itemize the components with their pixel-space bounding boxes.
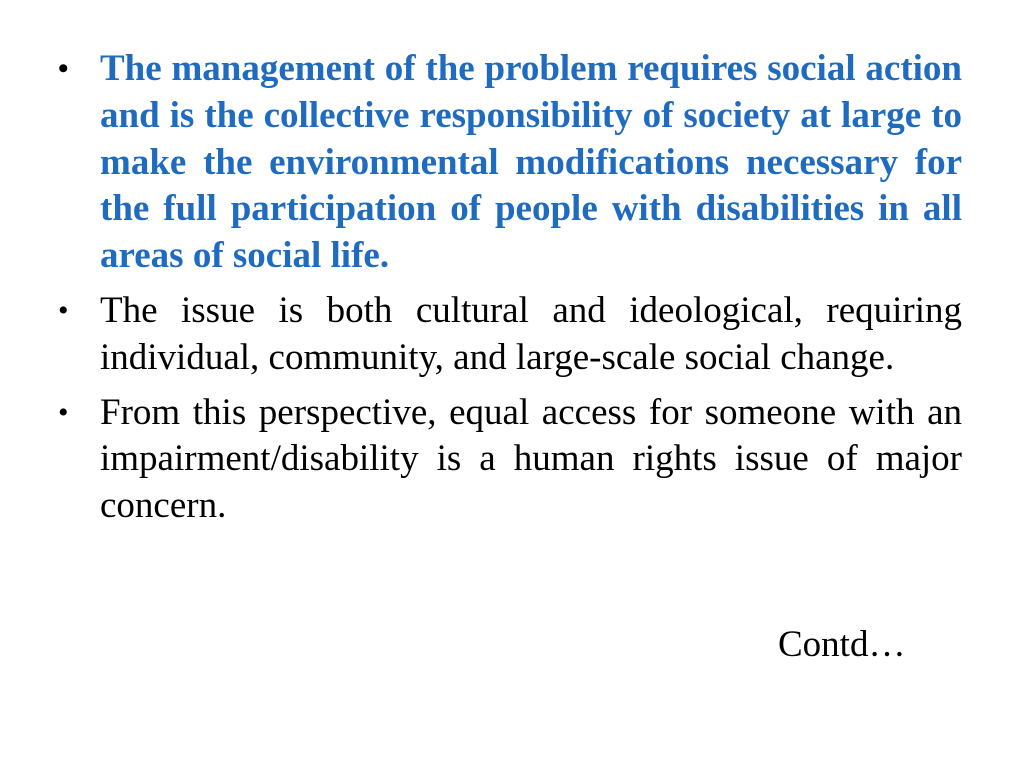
bullet-icon: • (58, 395, 69, 429)
bullet-icon: • (58, 293, 69, 327)
bullet-item-management (58, 46, 962, 280)
bullet-text: From this perspective, equal access for someone with an impairment/disability is a human rights issue of major concern. (100, 391, 962, 527)
bullet-item-issue (58, 288, 962, 382)
bullet-text: The issue is both cultural and ideological, requiring individual, community, and large-scale social change. (100, 289, 962, 378)
bullet-text: The management of the problem requires social action and is the collective responsibility of society at large to make the environmental modifications necessary for the full participation of people with disabilities in all areas of social life. (100, 48, 962, 277)
continued-label: Contd… (778, 624, 906, 665)
bullet-list (58, 46, 962, 538)
bullet-item-perspective (58, 390, 962, 530)
bullet-icon: • (58, 52, 69, 85)
